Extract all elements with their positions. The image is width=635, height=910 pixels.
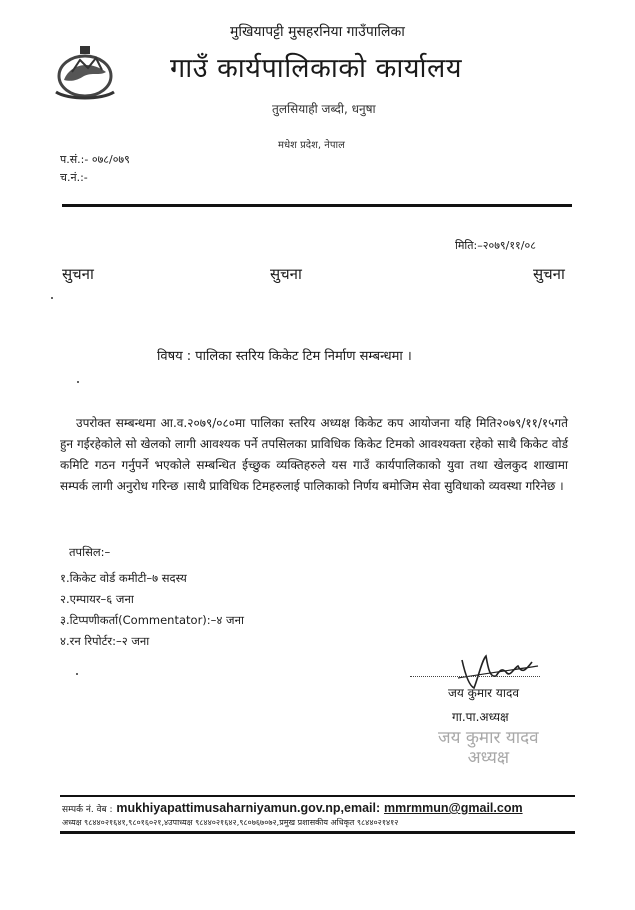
scan-speck [76,673,78,675]
scan-speck [77,381,79,383]
footer-divider-bottom [60,831,575,834]
signatory-title: गा.पा.अध्यक्ष [452,710,509,724]
municipality-name: मुखियापट्टी मुसहरनिया गाउँपालिका [230,24,405,40]
signature-line [410,676,540,677]
footer-divider-top [60,795,575,797]
letter-date: मिति:–२०७९/११/०८ [455,239,536,252]
notice-heading-right: सुचना [533,265,565,283]
office-address: तुलसियाही जब्दी, धनुषा [272,102,376,116]
signatory-name: जय कुमार यादव [448,686,520,700]
details-item: ३.टिप्पणीकर्ता(Commentator):–४ जना [60,613,244,627]
details-item: १.किकेट वोर्ड कमीटी–७ सदस्य [60,571,187,585]
notice-heading-left: सुचना [62,265,94,283]
nepal-emblem-icon [50,42,120,104]
details-item: २.एम्पायर–६ जना [60,592,134,606]
contact-label: सम्पर्क नं. वेब : [62,805,113,815]
footer-phones: अध्यक्ष ९८४४०२१६४१,९८०१६०२१,४उपाध्यक्ष ९८४४०२१६४२,९८०७६७०७२,प्रमुख प्रशासकीय अधिकृत ९८४४०२१४१२ [62,818,399,827]
header-divider [62,204,572,207]
scan-speck [51,297,53,299]
details-heading: तपसिल:– [69,545,111,559]
patra-sankhya: प.सं.:- ०७८/०७९ [60,153,130,166]
email-link[interactable]: mmrmmun@gmail.com [383,801,523,815]
letter-subject: विषय : पालिका स्तरिय किकेट टिम निर्माण सम्बन्धमा । [157,349,412,364]
letter-body: उपरोक्त सम्बन्धमा आ.व.२०७९/०८०मा पालिका स्तरिय अध्यक्ष किकेट कप आयोजना यहि मिति२०७९/११/१५गते हुन गईरहेकोले सो खेलको लागी आवश्यक पर्ने तपसिलका प्राविधिक किकेट टिमको आवश्यक्ता रहेको साथै किकेट वोर्ड कमिटि गठन गर्नुपर्ने भएकोले सम्बन्धित ईच्छुक व्यक्तिहरुले यस गाउँ कार्यपालिकाको युवा तथा खेलकुद शाखामा सम्पर्क लागी अनुरोध गरिन्छ ।साथै प्राविधिक टिमहरुलाई पालिकाको निर्णय बमोजिम सेवा सुविधाको व्यवस्था गरिनेछ । [60,416,568,493]
official-stamp: जय कुमार यादव अध्यक्ष [438,728,539,768]
details-item: ४.रन रिपोर्टर:–२ जना [60,634,150,648]
office-province: मधेश प्रदेश, नेपाल [278,140,345,151]
footer-contact [62,801,523,815]
office-title: गाउँ कार्यपालिकाको कार्यालय [170,53,462,84]
notice-heading-center: सुचना [270,265,302,283]
chalani-number: च.नं.:- [60,171,88,184]
website-link[interactable]: mukhiyapattimusaharniyamun.gov.np,email: [116,801,381,815]
